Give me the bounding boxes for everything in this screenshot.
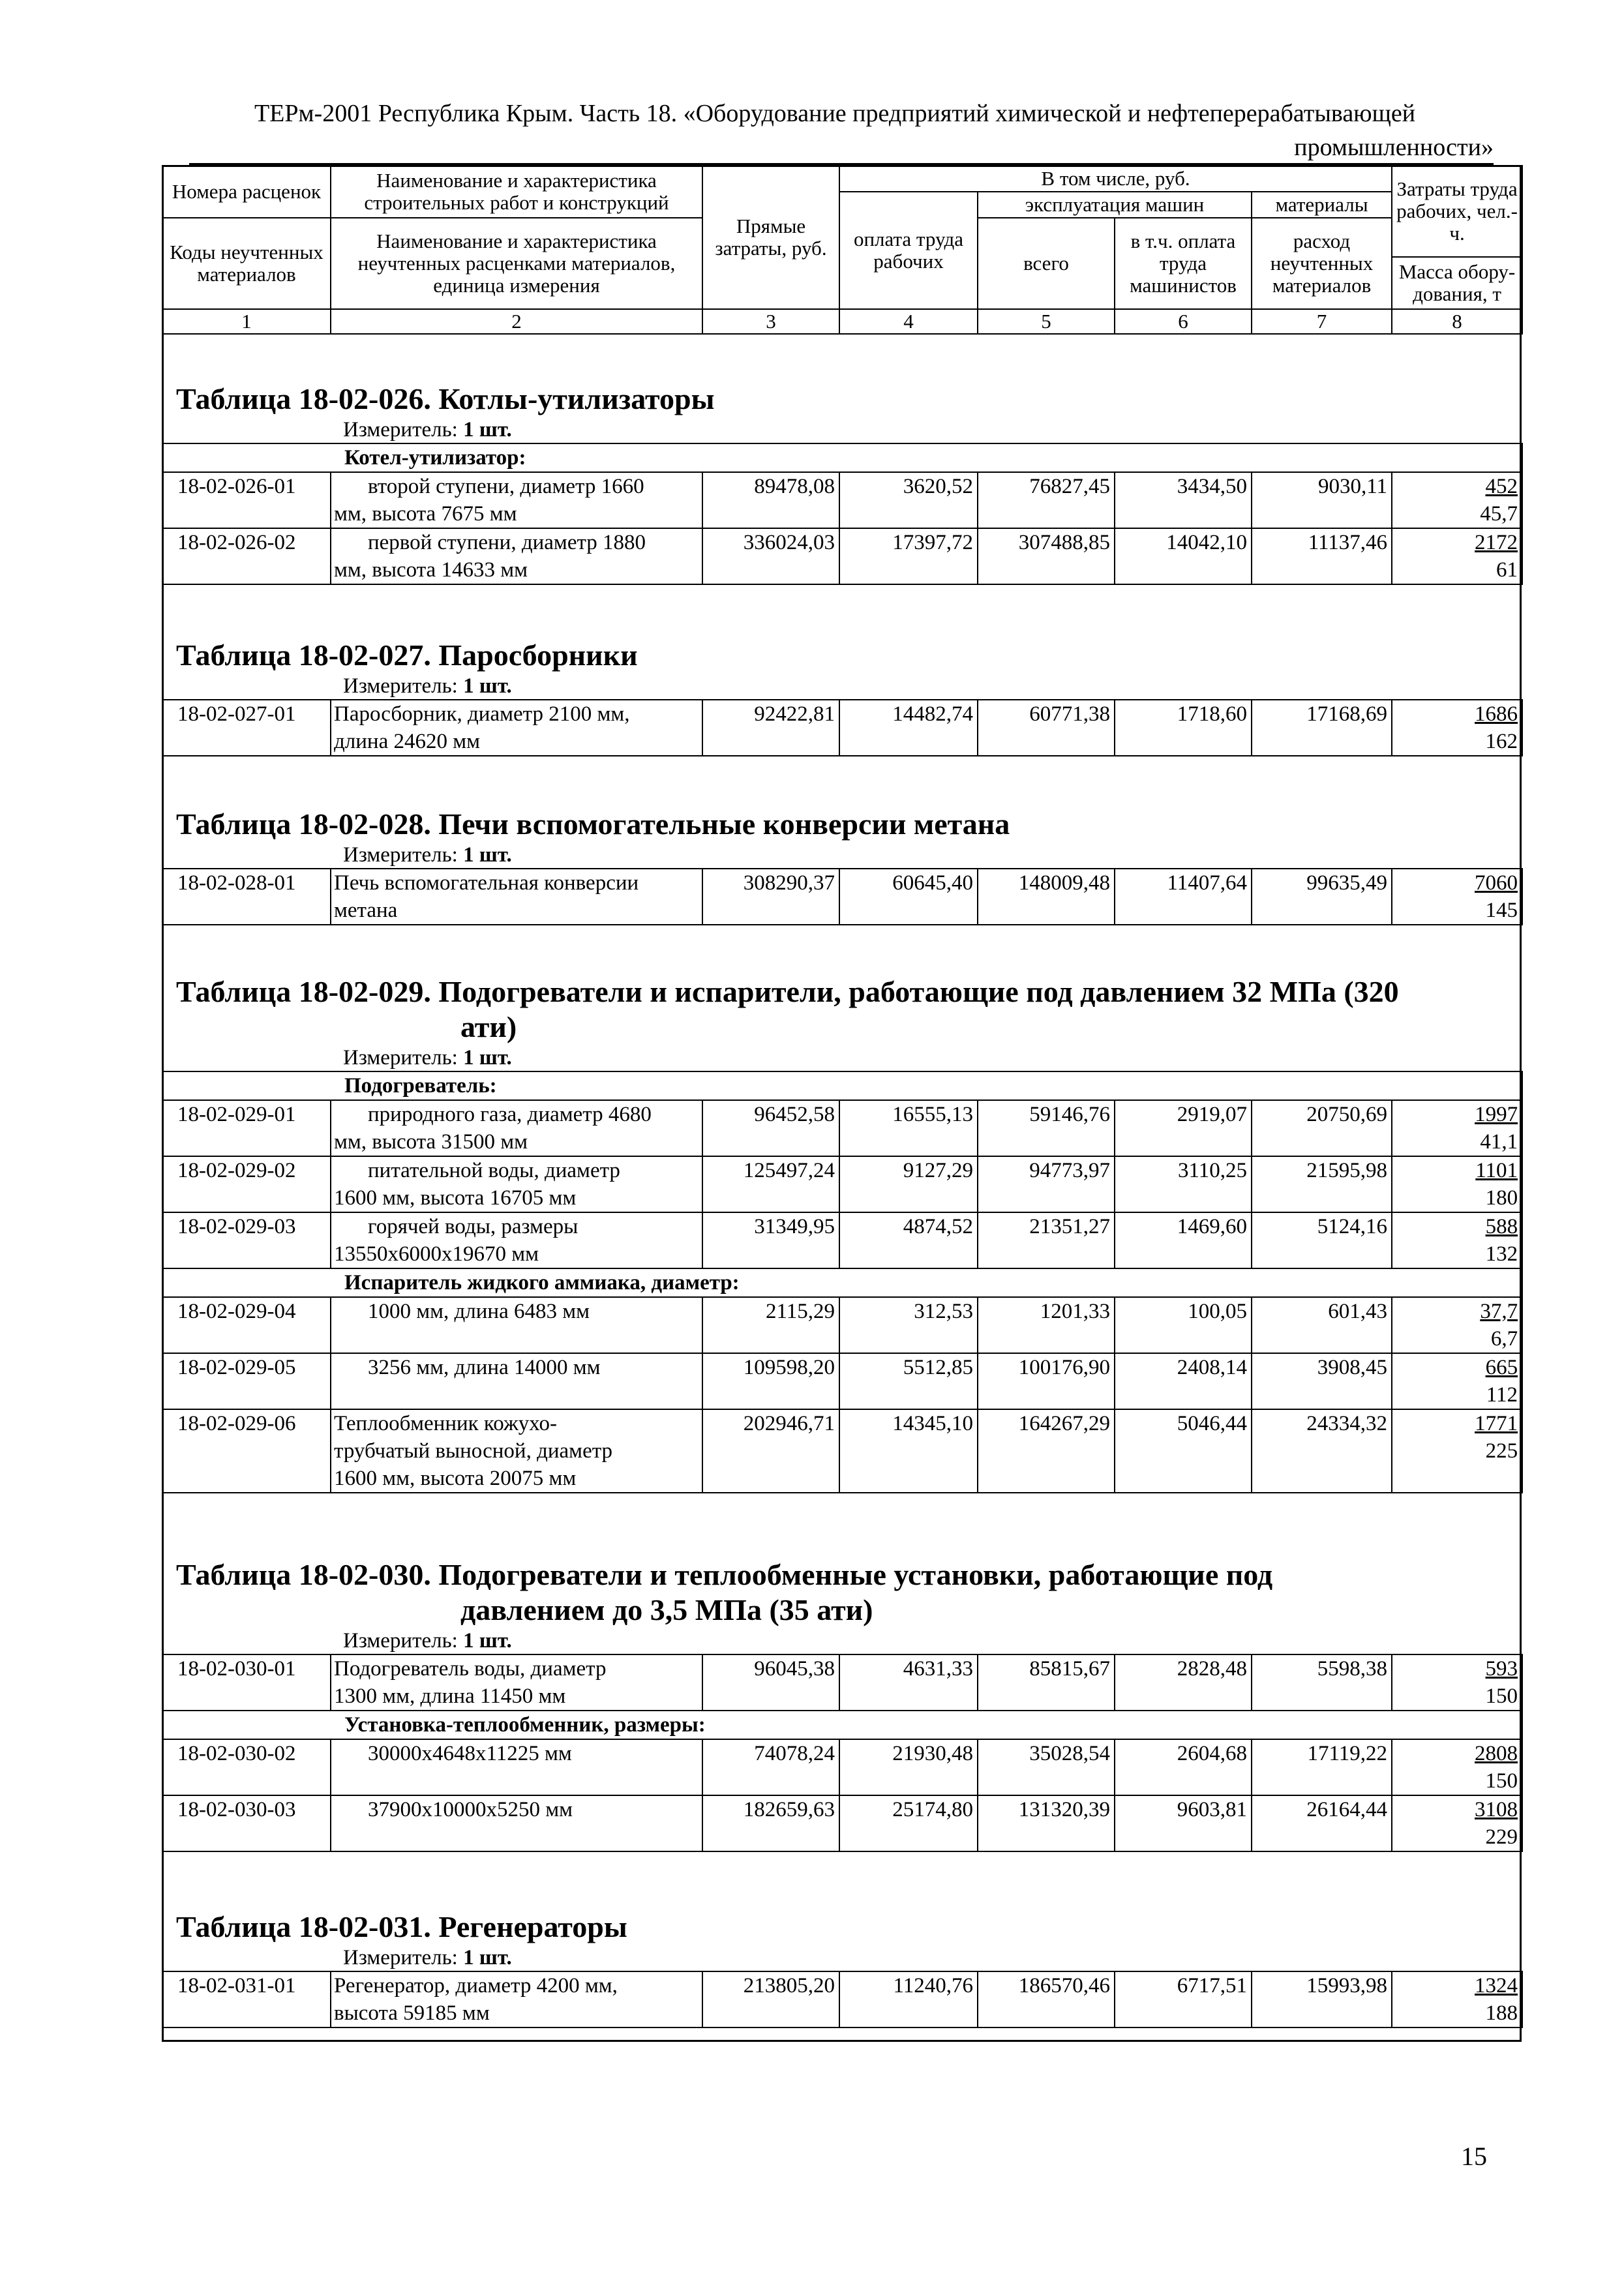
rate-name: 30000x4648x11225 мм — [331, 1739, 702, 1795]
direct-costs: 125497,24 — [702, 1156, 839, 1212]
machines-total: 148009,48 — [978, 869, 1115, 925]
rate-code: 18-02-027-01 — [162, 700, 331, 756]
meter-label: Измеритель: — [343, 418, 458, 441]
meter-line — [343, 673, 1522, 699]
direct-costs: 308290,37 — [702, 869, 839, 925]
machines-total: 1201,33 — [978, 1297, 1115, 1353]
materials: 99635,49 — [1252, 869, 1392, 925]
section-title: Таблица 18-02-028. Печи вспомогательные конверсии метана — [176, 807, 1010, 841]
subheader: Котел-утилизатор: — [162, 443, 1522, 472]
meter-value: 1 шт. — [463, 1946, 512, 1969]
materials: 17168,69 — [1252, 700, 1392, 756]
meter-value: 1 шт. — [463, 674, 512, 698]
meter-label: Измеритель: — [343, 674, 458, 698]
section-title: Таблица 18-02-030. Подогреватели и теплообменные установки, работающие под давлением до 3,5 МПа (35 ати) — [176, 1558, 1273, 1626]
machines-total: 60771,38 — [978, 700, 1115, 756]
header-including: В том числе, руб. — [839, 166, 1392, 192]
page-header — [163, 97, 1494, 164]
machines-total: 59146,76 — [978, 1100, 1115, 1156]
operators-pay: 2919,07 — [1115, 1100, 1252, 1156]
machines-total: 186570,46 — [978, 1971, 1115, 2027]
direct-costs: 213805,20 — [702, 1971, 839, 2027]
subheader: Подогреватель: — [162, 1071, 1522, 1100]
materials: 9030,11 — [1252, 472, 1392, 528]
operators-pay: 9603,81 — [1115, 1795, 1252, 1851]
column-number: 1 — [162, 309, 331, 334]
header-machines-total: всего — [978, 218, 1115, 309]
rate-code: 18-02-028-01 — [162, 869, 331, 925]
operators-pay: 1718,60 — [1115, 700, 1252, 756]
header-work-name: Наименование и характеристика строительных работ и конструкций — [331, 166, 702, 218]
rate-code: 18-02-029-06 — [162, 1409, 331, 1493]
header-line-2: промышленности» — [1294, 134, 1494, 161]
rate-code: 18-02-029-01 — [162, 1100, 331, 1156]
meter-value: 1 шт. — [463, 418, 512, 441]
direct-costs: 89478,08 — [702, 472, 839, 528]
machines-total: 307488,85 — [978, 528, 1115, 584]
direct-costs: 96045,38 — [702, 1654, 839, 1711]
operators-pay: 2828,48 — [1115, 1654, 1252, 1711]
materials: 17119,22 — [1252, 1739, 1392, 1795]
header-rate-numbers: Номера расценок — [162, 166, 331, 218]
meter-label: Измеритель: — [343, 843, 458, 867]
machines-total: 35028,54 — [978, 1739, 1115, 1795]
labor-and-mass: 2172 61 — [1392, 528, 1522, 584]
rate-name: горячей воды, размеры 13550x6000x19670 мм — [331, 1212, 702, 1268]
rate-code: 18-02-029-03 — [162, 1212, 331, 1268]
table-row — [162, 1739, 1522, 1795]
operators-pay: 100,05 — [1115, 1297, 1252, 1353]
worker-pay: 21930,48 — [839, 1739, 978, 1795]
operators-pay: 1469,60 — [1115, 1212, 1252, 1268]
meter-line — [343, 1045, 1522, 1071]
table-row — [162, 1971, 1522, 2027]
rates-table — [162, 868, 1523, 925]
rate-code: 18-02-030-03 — [162, 1795, 331, 1851]
labor-and-mass: 3108 229 — [1392, 1795, 1522, 1851]
page-number: 15 — [1461, 2142, 1487, 2171]
header-machines: эксплуатация машин — [978, 192, 1252, 218]
operators-pay: 2604,68 — [1115, 1739, 1252, 1795]
table-row — [162, 1353, 1522, 1409]
labor-and-mass: 665 112 — [1392, 1353, 1522, 1409]
column-number: 7 — [1252, 309, 1392, 334]
table-row — [162, 1795, 1522, 1851]
table-row — [162, 1100, 1522, 1156]
machines-total: 131320,39 — [978, 1795, 1115, 1851]
subheader: Испаритель жидкого аммиака, диаметр: — [162, 1268, 1522, 1297]
table-row — [162, 700, 1522, 756]
labor-and-mass: 1997 41,1 — [1392, 1100, 1522, 1156]
rate-name: 1000 мм, длина 6483 мм — [331, 1297, 702, 1353]
meter-label: Измеритель: — [343, 1629, 458, 1653]
labor-and-mass: 588 132 — [1392, 1212, 1522, 1268]
worker-pay: 9127,29 — [839, 1156, 978, 1212]
machines-total: 94773,97 — [978, 1156, 1115, 1212]
worker-pay: 60645,40 — [839, 869, 978, 925]
rates-table — [162, 699, 1523, 756]
table-row — [162, 1409, 1522, 1493]
direct-costs: 31349,95 — [702, 1212, 839, 1268]
worker-pay: 14482,74 — [839, 700, 978, 756]
operators-pay: 6717,51 — [1115, 1971, 1252, 2027]
header-equipment-mass: Масса обору-дования, т — [1392, 257, 1522, 309]
rates-table — [162, 1654, 1523, 1852]
rate-name: первой ступени, диаметр 1880 мм, высота 14633 мм — [331, 528, 702, 584]
machines-total: 100176,90 — [978, 1353, 1115, 1409]
worker-pay: 25174,80 — [839, 1795, 978, 1851]
rate-name: Подогреватель воды, диаметр 1300 мм, длина 11450 мм — [331, 1654, 702, 1711]
rate-code: 18-02-030-02 — [162, 1739, 331, 1795]
worker-pay: 5512,85 — [839, 1353, 978, 1409]
direct-costs: 336024,03 — [702, 528, 839, 584]
rate-code: 18-02-029-04 — [162, 1297, 331, 1353]
direct-costs: 202946,71 — [702, 1409, 839, 1493]
materials: 3908,45 — [1252, 1353, 1392, 1409]
table-row — [162, 1654, 1522, 1711]
labor-and-mass: 1771 225 — [1392, 1409, 1522, 1493]
header-material-names: Наименование и характеристика неучтенных расценками материалов, единица измерения — [331, 218, 702, 309]
materials: 5598,38 — [1252, 1654, 1392, 1711]
column-number: 5 — [978, 309, 1115, 334]
column-number: 6 — [1115, 309, 1252, 334]
table-row — [162, 528, 1522, 584]
direct-costs: 74078,24 — [702, 1739, 839, 1795]
table-row — [162, 1297, 1522, 1353]
rate-code: 18-02-029-05 — [162, 1353, 331, 1409]
labor-and-mass: 593 150 — [1392, 1654, 1522, 1711]
meter-line — [343, 842, 1522, 868]
column-number: 4 — [839, 309, 978, 334]
table-row — [162, 869, 1522, 925]
meter-value: 1 шт. — [463, 1046, 512, 1070]
materials: 26164,44 — [1252, 1795, 1392, 1851]
rate-name: природного газа, диаметр 4680 мм, высота 31500 мм — [331, 1100, 702, 1156]
labor-and-mass: 2808 150 — [1392, 1739, 1522, 1795]
worker-pay: 17397,72 — [839, 528, 978, 584]
rate-code: 18-02-026-01 — [162, 472, 331, 528]
section-18-02-029 — [162, 974, 1522, 1493]
rates-table — [162, 1971, 1523, 2028]
meter-label: Измеритель: — [343, 1946, 458, 1969]
section-18-02-027 — [162, 638, 1522, 756]
table-row — [162, 1156, 1522, 1212]
operators-pay: 14042,10 — [1115, 528, 1252, 584]
direct-costs: 109598,20 — [702, 1353, 839, 1409]
materials: 24334,32 — [1252, 1409, 1392, 1493]
header-direct-costs: Прямые затраты, руб. — [702, 166, 839, 309]
column-number: 2 — [331, 309, 702, 334]
materials: 15993,98 — [1252, 1971, 1392, 2027]
materials: 601,43 — [1252, 1297, 1392, 1353]
operators-pay: 5046,44 — [1115, 1409, 1252, 1493]
rate-code: 18-02-026-02 — [162, 528, 331, 584]
meter-value: 1 шт. — [463, 1629, 512, 1653]
machines-total: 21351,27 — [978, 1212, 1115, 1268]
rate-name: Паросборник, диаметр 2100 мм, длина 24620 мм — [331, 700, 702, 756]
materials: 21595,98 — [1252, 1156, 1392, 1212]
rate-name: питательной воды, диаметр 1600 мм, высота 16705 мм — [331, 1156, 702, 1212]
header-operators-pay: в т.ч. оплата труда машинистов — [1115, 218, 1252, 309]
rate-code: 18-02-031-01 — [162, 1971, 331, 2027]
worker-pay: 14345,10 — [839, 1409, 978, 1493]
labor-and-mass: 37,7 6,7 — [1392, 1297, 1522, 1353]
section-18-02-030 — [162, 1557, 1522, 1852]
subheader: Установка-теплообменник, размеры: — [162, 1711, 1522, 1739]
operators-pay: 3434,50 — [1115, 472, 1252, 528]
rate-name: Теплообменник кожухо- трубчатый выносной, диаметр 1600 мм, высота 20075 мм — [331, 1409, 702, 1493]
labor-and-mass: 1324 188 — [1392, 1971, 1522, 2027]
labor-and-mass: 7060 145 — [1392, 869, 1522, 925]
materials: 20750,69 — [1252, 1100, 1392, 1156]
rates-table — [162, 443, 1523, 585]
rate-name: 3256 мм, длина 14000 мм — [331, 1353, 702, 1409]
rate-code: 18-02-030-01 — [162, 1654, 331, 1711]
section-title: Таблица 18-02-026. Котлы-утилизаторы — [176, 382, 715, 415]
operators-pay: 11407,64 — [1115, 869, 1252, 925]
header-labor-costs: Затраты труда рабочих, чел.-ч. — [1392, 166, 1522, 257]
section-title: Таблица 18-02-027. Паросборники — [176, 638, 638, 672]
machines-total: 76827,45 — [978, 472, 1115, 528]
worker-pay: 4874,52 — [839, 1212, 978, 1268]
section-18-02-026 — [162, 382, 1522, 585]
meter-line — [343, 417, 1522, 443]
section-title: Таблица 18-02-031. Регенераторы — [176, 1910, 627, 1943]
direct-costs: 182659,63 — [702, 1795, 839, 1851]
table-row — [162, 1212, 1522, 1268]
meter-label: Измеритель: — [343, 1046, 458, 1070]
worker-pay: 4631,33 — [839, 1654, 978, 1711]
meter-value: 1 шт. — [463, 843, 512, 867]
rate-code: 18-02-029-02 — [162, 1156, 331, 1212]
machines-total: 164267,29 — [978, 1409, 1115, 1493]
header-material-use: расход неучтенных материалов — [1252, 218, 1392, 309]
operators-pay: 3110,25 — [1115, 1156, 1252, 1212]
materials: 5124,16 — [1252, 1212, 1392, 1268]
direct-costs: 92422,81 — [702, 700, 839, 756]
materials: 11137,46 — [1252, 528, 1392, 584]
operators-pay: 2408,14 — [1115, 1353, 1252, 1409]
labor-and-mass: 1686 162 — [1392, 700, 1522, 756]
header-worker-pay: оплата труда рабочих — [839, 192, 978, 309]
rate-name: Печь вспомогательная конверсии метана — [331, 869, 702, 925]
rates-table — [162, 1071, 1523, 1493]
direct-costs: 96452,58 — [702, 1100, 839, 1156]
header-line-1: ТЕРм-2001 Республика Крым. Часть 18. «Оборудование предприятий химической и нефтеперерабатывающей — [254, 100, 1416, 127]
labor-and-mass: 452 45,7 — [1392, 472, 1522, 528]
machines-total: 85815,67 — [978, 1654, 1115, 1711]
column-header-table — [162, 165, 1523, 335]
labor-and-mass: 1101 180 — [1392, 1156, 1522, 1212]
rate-name: второй ступени, диаметр 1660 мм, высота 7675 мм — [331, 472, 702, 528]
section-18-02-028 — [162, 807, 1522, 925]
header-material-codes: Коды неучтенных материалов — [162, 218, 331, 309]
direct-costs: 2115,29 — [702, 1297, 839, 1353]
column-number: 3 — [702, 309, 839, 334]
header-materials: материалы — [1252, 192, 1392, 218]
table-row — [162, 472, 1522, 528]
column-number: 8 — [1392, 309, 1522, 334]
worker-pay: 312,53 — [839, 1297, 978, 1353]
worker-pay: 3620,52 — [839, 472, 978, 528]
section-18-02-031 — [162, 1909, 1522, 2028]
meter-line — [343, 1628, 1522, 1654]
meter-line — [343, 1945, 1522, 1971]
rate-name: 37900x10000x5250 мм — [331, 1795, 702, 1851]
worker-pay: 11240,76 — [839, 1971, 978, 2027]
worker-pay: 16555,13 — [839, 1100, 978, 1156]
rate-name: Регенератор, диаметр 4200 мм, высота 59185 мм — [331, 1971, 702, 2027]
section-title: Таблица 18-02-029. Подогреватели и испарители, работающие под давлением 32 МПа (320 ати) — [176, 975, 1399, 1043]
